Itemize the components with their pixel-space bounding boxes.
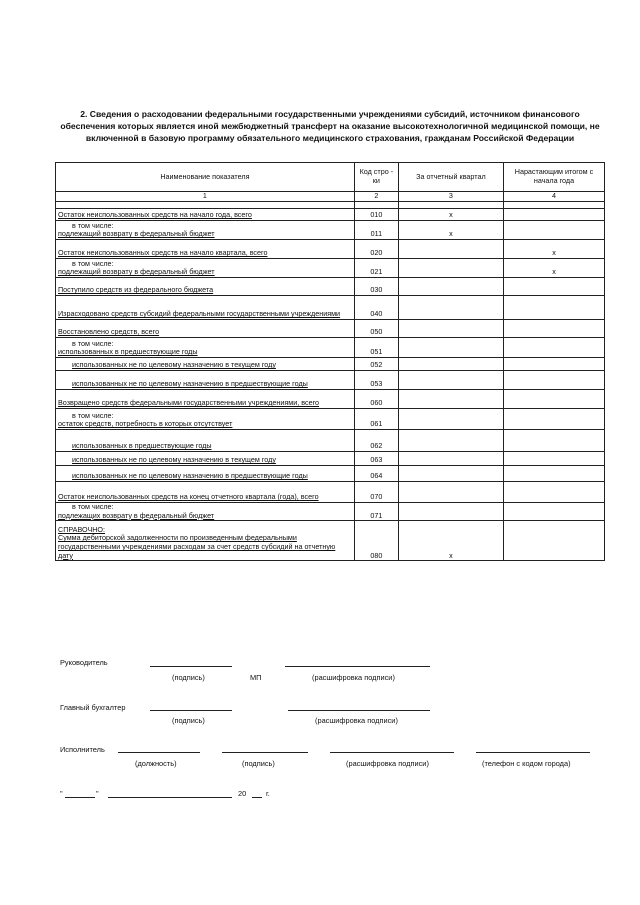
executor-signature-caption: (подпись) [242,759,275,768]
row-label-text: Поступило средств из федерального бюджета [58,285,214,295]
date-year-prefix: 20 [238,789,247,798]
col-number: 4 [503,192,604,202]
row-code: 040 [354,296,398,320]
section-title: 2. Сведения о расходовании федеральными государственными учреждениями субсидий, источником финансового обеспечения которых является иной межбюджетный трансферт на оказание высокотехнологичной медицинской помощи, не включенной в базовую программу обязательного медицинского страхования, гражданам Российской Федерации [60,109,600,143]
row-code: 021 [354,259,398,278]
row-code: 070 [354,482,398,503]
row-label-text: Возвращено средств федеральными государственными учреждениями, всего [58,398,320,408]
executor-label: Исполнитель [60,745,105,754]
row-quarter-value[interactable] [398,296,503,320]
row-label-text: Остаток неиспользованных средств на начало года, всего [58,210,252,220]
table-row [56,390,605,409]
row-label [56,503,355,521]
row-label [56,259,355,278]
row-label-text: остаток средств, потребность в которых отсутствует [58,419,233,429]
row-label-text: Остаток неиспользованных средств на начало квартала, всего [58,248,268,258]
row-code: 060 [354,390,398,409]
row-quarter-value[interactable]: x [398,521,503,561]
row-quarter-value[interactable] [398,278,503,296]
table-row [56,482,605,503]
row-quarter-value[interactable] [398,338,503,358]
table-row [56,240,605,259]
table-row [56,338,605,358]
head-decode-caption: (расшифровка подписи) [312,673,395,682]
table-body [56,209,605,561]
executor-signature-line[interactable] [222,752,308,753]
row-label [56,240,355,259]
row-label [56,338,355,358]
date-quote-open: " [60,789,63,798]
date-quote-close: " [96,789,99,798]
row-quarter-value[interactable] [398,466,503,482]
col-number: 1 [56,192,355,202]
row-label-text: Израсходовано средств субсидий федеральными государственными учреждениями [58,309,341,319]
row-label [56,390,355,409]
chief-signature-caption: (подпись) [172,716,205,725]
table-header-row [56,163,605,192]
row-prefix: СПРАВОЧНО: [58,524,106,534]
date-year-suffix: г. [266,789,270,798]
row-label [56,430,355,452]
row-label [56,482,355,503]
row-quarter-value[interactable] [398,430,503,452]
chief-decode-line[interactable] [288,710,430,711]
row-label-text: Сумма дебиторской задолженности по произведенным федеральными государственными учреждениями расходам за счет средств субсидий на отчетную дату [58,533,336,560]
row-ytd-value[interactable] [503,466,604,482]
head-signature-line[interactable] [150,666,232,667]
row-quarter-value[interactable] [398,390,503,409]
row-prefix: в том числе: [72,220,114,230]
table-row [56,503,605,521]
date-month-line[interactable] [108,797,232,798]
chief-accountant-label: Главный бухгалтер [60,703,126,712]
row-quarter-value[interactable] [398,482,503,503]
header-indicator: Наименование показателя [56,163,355,192]
row-quarter-value[interactable] [398,320,503,338]
executor-position-line[interactable] [118,752,200,753]
row-code: 071 [354,503,398,521]
row-code: 051 [354,338,398,358]
row-quarter-value[interactable] [398,371,503,390]
row-ytd-value[interactable] [503,371,604,390]
row-prefix: в том числе: [72,258,114,268]
row-ytd-value[interactable]: x [503,259,604,278]
executor-decode-caption: (расшифровка подписи) [346,759,429,768]
row-ytd-value[interactable] [503,482,604,503]
date-day-line[interactable] [65,797,95,798]
row-label [56,221,355,240]
row-code: 063 [354,452,398,466]
row-label-text: использованных не по целевому назначению в предшествующие годы [72,379,308,389]
table-row [56,430,605,452]
row-code: 061 [354,409,398,430]
row-code: 050 [354,320,398,338]
row-ytd-value[interactable] [503,390,604,409]
table-row [56,278,605,296]
row-label-text: подлежащий возврату в федеральный бюджет [58,229,215,239]
table-row [56,320,605,338]
row-ytd-value[interactable] [503,503,604,521]
row-label-text: использованных не по целевому назначению в предшествующие годы [72,471,308,481]
head-label: Руководитель [60,658,108,667]
row-label-text: Остаток неиспользованных средств на конец отчетного квартала (года), всего [58,492,319,502]
table-row [56,221,605,240]
row-label-text: подлежащий возврату в федеральный бюджет [58,267,215,277]
row-code: 062 [354,430,398,452]
row-prefix: в том числе: [72,410,114,420]
row-quarter-value[interactable]: x [398,221,503,240]
row-code: 010 [354,209,398,221]
row-ytd-value[interactable] [503,320,604,338]
row-quarter-value[interactable] [398,240,503,259]
row-label-text: Восстановлено средств, всего [58,327,160,337]
row-quarter-value[interactable] [398,452,503,466]
row-label [56,521,355,561]
table-row [56,371,605,390]
table-row [56,259,605,278]
row-code: 011 [354,221,398,240]
row-ytd-value[interactable] [503,452,604,466]
report-table [55,162,605,561]
chief-signature-line[interactable] [150,710,232,711]
row-label [56,409,355,430]
column-number-row [56,192,605,202]
row-code: 080 [354,521,398,561]
row-label-text: использованных в предшествующие годы [58,347,198,357]
head-signature-caption: (подпись) [172,673,205,682]
table-row [56,521,605,561]
executor-phone-caption: (телефон с кодом города) [482,759,571,768]
row-label [56,452,355,466]
col-number: 2 [354,192,398,202]
col-number: 3 [398,192,503,202]
row-code: 053 [354,371,398,390]
table-row [56,296,605,320]
executor-decode-line[interactable] [330,752,454,753]
table-row [56,409,605,430]
spacer-row [56,202,605,209]
table-row [56,452,605,466]
row-label [56,466,355,482]
head-decode-line[interactable] [285,666,430,667]
row-code: 052 [354,358,398,371]
row-label [56,296,355,320]
row-label [56,371,355,390]
row-ytd-value[interactable] [503,209,604,221]
row-quarter-value[interactable] [398,259,503,278]
row-ytd-value[interactable] [503,358,604,371]
row-prefix: в том числе: [72,338,114,348]
row-ytd-value[interactable] [503,278,604,296]
row-ytd-value[interactable]: x [503,240,604,259]
row-prefix: в том числе: [72,502,114,511]
header-code: Код стро - ки [354,163,398,192]
row-ytd-value[interactable] [503,430,604,452]
row-ytd-value[interactable] [503,296,604,320]
row-label [56,209,355,221]
row-label [56,278,355,296]
row-label-text: использованных не по целевому назначению в текущем году [72,455,276,465]
row-label [56,358,355,371]
executor-position-caption: (должность) [135,759,177,768]
row-ytd-value[interactable] [503,521,604,561]
row-code: 064 [354,466,398,482]
row-label-text: использованных не по целевому назначению в текущем году [72,360,276,370]
row-ytd-value[interactable] [503,338,604,358]
chief-decode-caption: (расшифровка подписи) [315,716,398,725]
stamp-place: МП [250,673,262,682]
date-year-line[interactable] [252,797,262,798]
row-label [56,320,355,338]
row-quarter-value[interactable] [398,409,503,430]
row-label-text: подлежащих возврату в федеральный бюджет [58,510,215,520]
row-quarter-value[interactable] [398,503,503,521]
row-code: 030 [354,278,398,296]
table-row [56,358,605,371]
row-ytd-value[interactable] [503,409,604,430]
header-quarter: За отчетный квартал [398,163,503,192]
table-row [56,209,605,221]
row-quarter-value[interactable]: x [398,209,503,221]
table-row [56,466,605,482]
executor-phone-line[interactable] [476,752,590,753]
row-quarter-value[interactable] [398,358,503,371]
row-code: 020 [354,240,398,259]
row-ytd-value[interactable] [503,221,604,240]
row-label-text: использованных в предшествующие годы [72,441,212,451]
header-ytd: Нарастающим итогом с начала года [503,163,604,192]
